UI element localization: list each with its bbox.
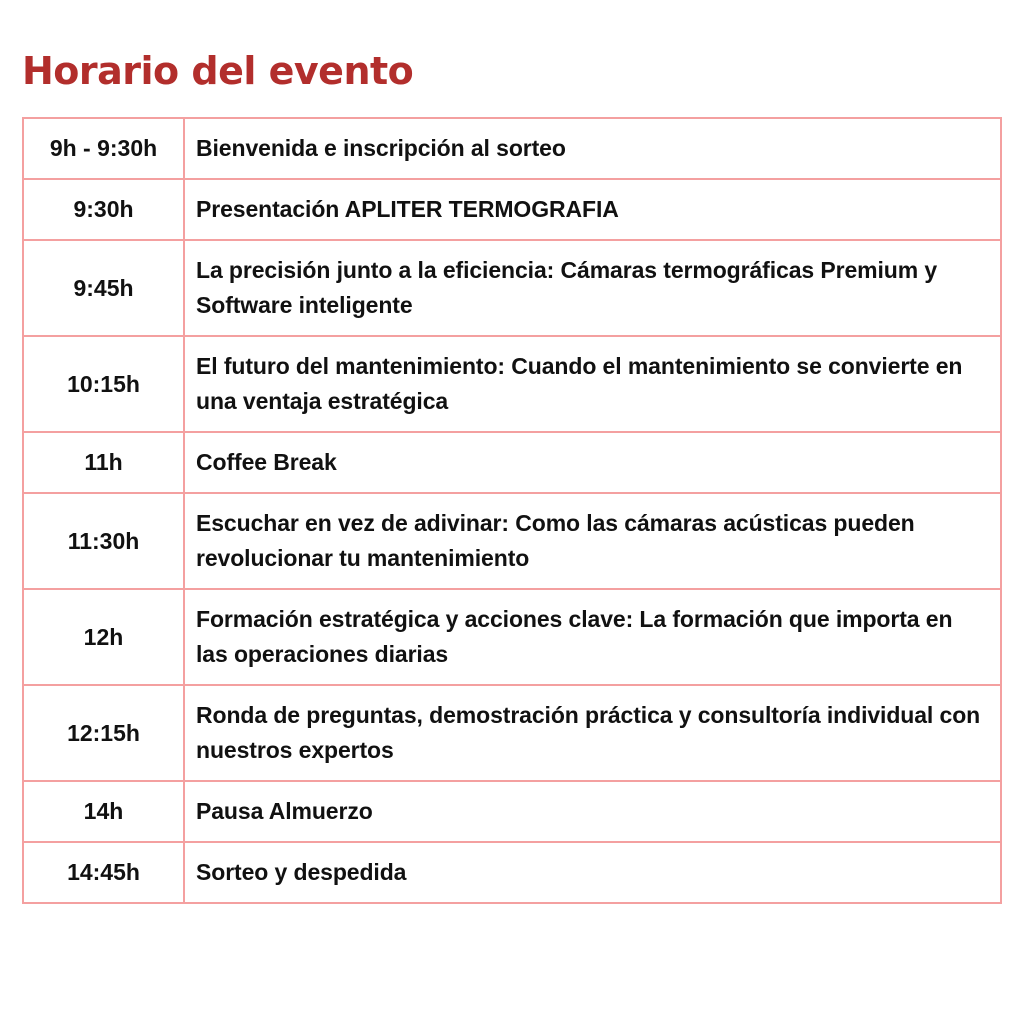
schedule-row — [23, 240, 1001, 336]
schedule-time: 9:45h — [23, 240, 184, 336]
schedule-row — [23, 685, 1001, 781]
schedule-description: Coffee Break — [184, 432, 1001, 493]
schedule-time: 10:15h — [23, 336, 184, 432]
schedule-row — [23, 179, 1001, 240]
schedule-row — [23, 432, 1001, 493]
schedule-row — [23, 336, 1001, 432]
schedule-description: Bienvenida e inscripción al sorteo — [184, 118, 1001, 179]
schedule-time: 12:15h — [23, 685, 184, 781]
schedule-description: Presentación APLITER TERMOGRAFIA — [184, 179, 1001, 240]
schedule-row — [23, 118, 1001, 179]
schedule-time: 14:45h — [23, 842, 184, 903]
schedule-time: 9h - 9:30h — [23, 118, 184, 179]
schedule-row — [23, 781, 1001, 842]
schedule-time: 9:30h — [23, 179, 184, 240]
schedule-description: Escuchar en vez de adivinar: Como las cámaras acústicas pueden revolucionar tu mantenimiento — [184, 493, 1001, 589]
schedule-description: El futuro del mantenimiento: Cuando el mantenimiento se convierte en una ventaja estratégica — [184, 336, 1001, 432]
schedule-time: 12h — [23, 589, 184, 685]
schedule-description: Formación estratégica y acciones clave: La formación que importa en las operaciones diarias — [184, 589, 1001, 685]
schedule-row — [23, 493, 1001, 589]
schedule-description: Sorteo y despedida — [184, 842, 1001, 903]
schedule-table — [22, 117, 1002, 904]
schedule-time: 11:30h — [23, 493, 184, 589]
schedule-time: 14h — [23, 781, 184, 842]
schedule-row — [23, 842, 1001, 903]
schedule-description: Ronda de preguntas, demostración práctica y consultoría individual con nuestros expertos — [184, 685, 1001, 781]
schedule-row — [23, 589, 1001, 685]
schedule-description: Pausa Almuerzo — [184, 781, 1001, 842]
schedule-description: La precisión junto a la eficiencia: Cámaras termográficas Premium y Software inteligente — [184, 240, 1001, 336]
page-title: Horario del evento — [22, 49, 414, 93]
schedule-time: 11h — [23, 432, 184, 493]
